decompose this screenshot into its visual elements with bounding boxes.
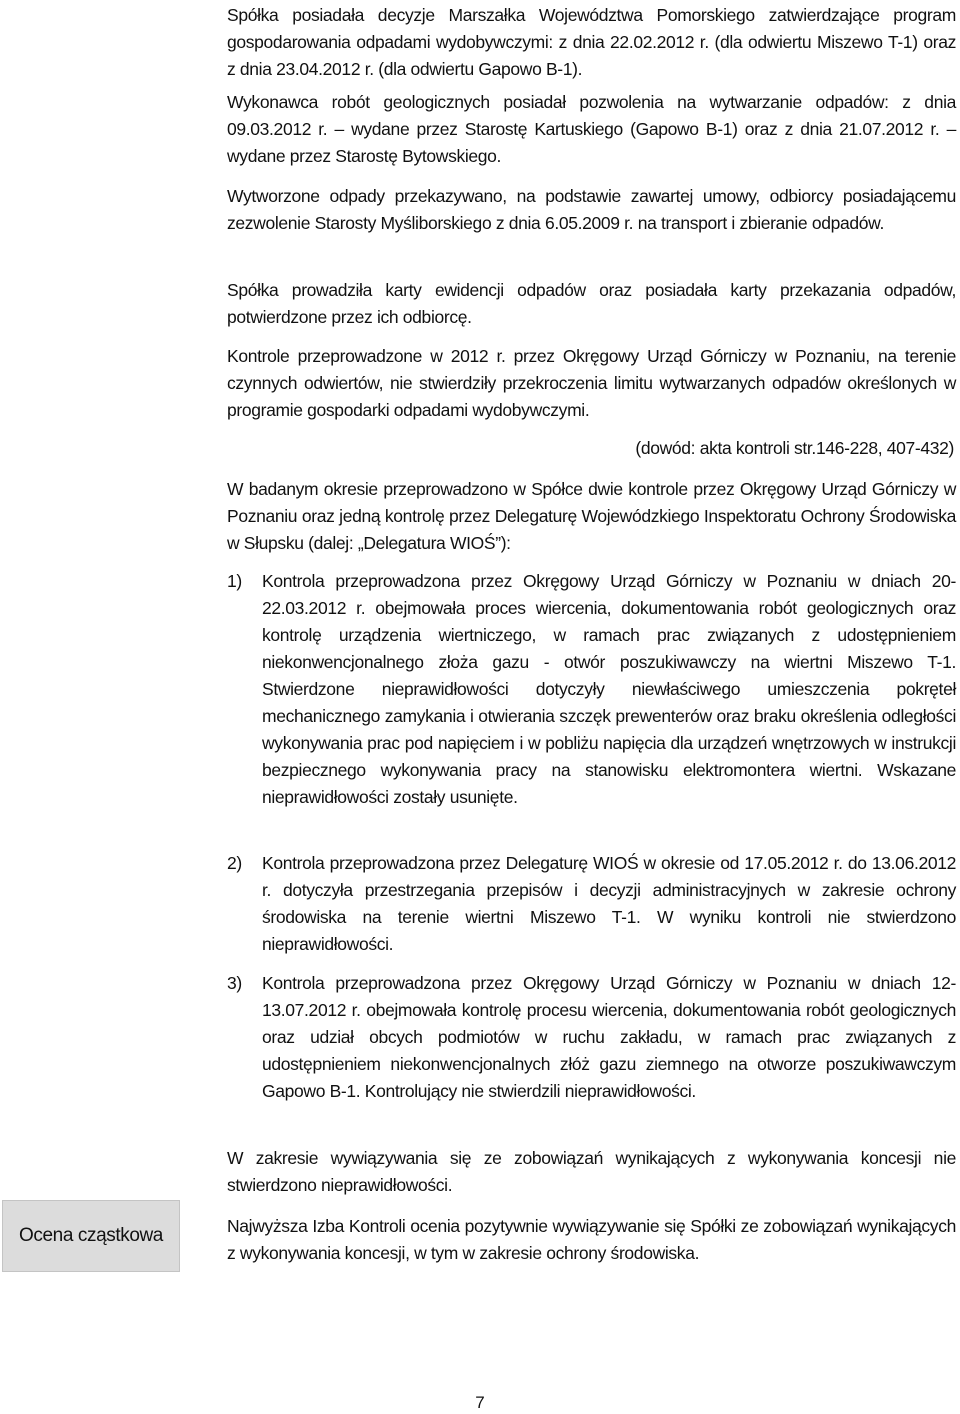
page-number: 7 [475,1393,485,1412]
paragraph-waste-permits: Wykonawca robót geologicznych posiadał pozwolenia na wytwarzanie odpadów: z dnia 09.03.2012 r. – wydane przez Starostę Kartuskiego (Gapowo B-1) oraz z dnia 21.07.2012 r. – wydane przez Starostę Bytowskiego. [227,92,956,166]
list-item-number: 1) [227,571,242,591]
partial-assessment-text: Ocena cząstkowa [19,1225,163,1246]
list-item-text: Kontrola przeprowadzona przez Okręgowy Urząd Górniczy w Poznaniu w dniach 20-22.03.2012 r. obejmowała proces wiercenia, dokumentowania robót geologicznych oraz kontrolę urządzenia wiertniczego, w ramach prac związanych z udostępnieniem niekonwencjonalnego złoża gazu - otwór poszukiwawczy na wiertni Miszewo T-1. Stwierdzone nieprawidłowości dotyczyły niewłaściwego umieszczenia pokręteł mechanicznego zamykania i otwierania szczęk prewenterów oraz braku określenia odległości wykonywania prac pod napięciem i w pobliżu napięcia dla urządzeń wnętrzowych w instrukcji bezpiecznego wykonywania pracy na stanowisku elektromontera wiertni. Wskazane nieprawidłowości zostały usunięte. [262,571,956,807]
list-item-number: 2) [227,853,242,873]
paragraph-waste-records: Spółka prowadziła karty ewidencji odpadów oraz posiadała karty przekazania odpadów, potwierdzone przez ich odbiorcę. [227,280,956,327]
paragraph-waste-transfer: Wytworzone odpady przekazywano, na podstawie zawartej umowy, odbiorcy posiadającemu zezwolenie Starosty Myśliborskiego z dnia 6.05.2009 r. na transport i zbieranie odpadów. [227,186,956,233]
list-item [227,568,956,811]
partial-assessment-label [2,1200,180,1272]
list-item-text: Kontrola przeprowadzona przez Delegaturę WIOŚ w okresie od 17.05.2012 r. do 13.06.2012 r. dotyczyła przestrzegania przepisów i decyzji administracyjnych w zakresie ochrony środowiska na terenie wiertni Miszewo T-1. W wyniku kontroli nie stwierdzono nieprawidłowości. [262,853,956,954]
paragraph-inspections-intro: W badanym okresie przeprowadzono w Spółce dwie kontrole przez Okręgowy Urząd Górniczy w Poznaniu oraz jedną kontrolę przez Delegaturę Wojewódzkiego Inspektoratu Ochrony Środowiska w Słupsku (dalej: „Delegatura WIOŚ”): [227,479,956,553]
paragraph-concession-compliance: W zakresie wywiązywania się ze zobowiązań wynikających z wykonywania koncesji nie stwierdzono nieprawidłowości. [227,1148,956,1195]
evidence-reference: (dowód: akta kontroli str.146-228, 407-432) [635,438,954,458]
paragraph-inspections-2012: Kontrole przeprowadzone w 2012 r. przez Okręgowy Urząd Górniczy w Poznaniu, na terenie czynnych odwiertów, nie stwierdziły przekroczenia limitu wytwarzanych odpadów określonych w programie gospodarki odpadami wydobywczymi. [227,346,956,420]
paragraph-nik-assessment: Najwyższa Izba Kontroli ocenia pozytywnie wywiązywanie się Spółki ze zobowiązań wynikających z wykonywania koncesji, w tym w zakresie ochrony środowiska. [227,1216,956,1263]
list-item [227,850,956,958]
list-item-number: 3) [227,973,242,993]
paragraph-waste-program-decisions: Spółka posiadała decyzje Marszałka Województwa Pomorskiego zatwierdzające program gospodarowania odpadami wydobywczymi: z dnia 22.02.2012 r. (dla odwiertu Miszewo T-1) oraz z dnia 23.04.2012 r. (dla odwiertu Gapowo B-1). [227,5,956,79]
list-item [227,970,956,1105]
list-item-text: Kontrola przeprowadzona przez Okręgowy Urząd Górniczy w Poznaniu w dniach 12-13.07.2012 r. obejmowała kontrolę procesu wiercenia, dokumentowania robót geologicznych oraz udział obcych podmiotów w ruchu zakładu, w ramach prac związanych z udostępnieniem niekonwencjonalnych złóż gazu ziemnego na otworze poszukiwawczym Gapowo B-1. Kontrolujący nie stwierdzili nieprawidłowości. [262,973,956,1101]
